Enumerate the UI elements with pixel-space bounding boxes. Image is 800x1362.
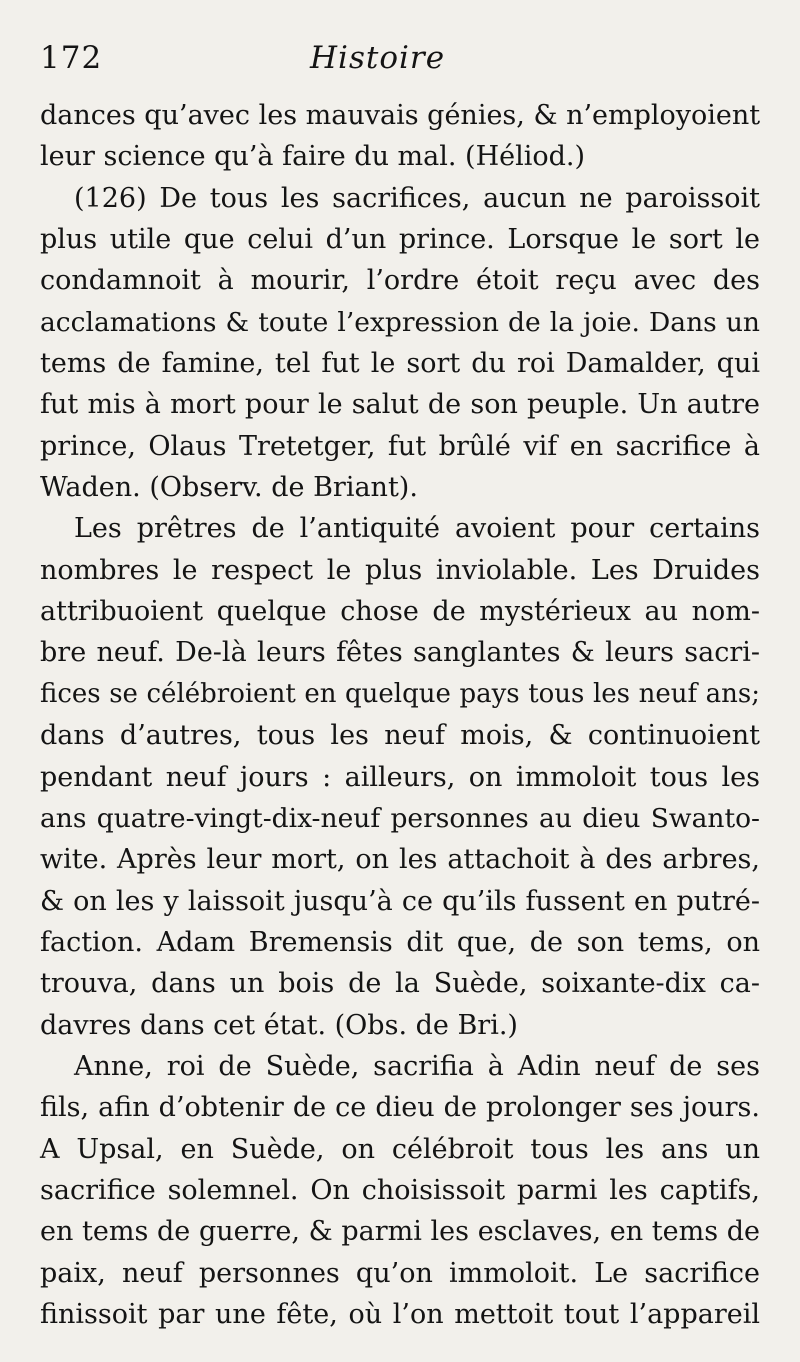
text-line: trouva, dans un bois de la Suède, soixante-dix ca- [40, 968, 760, 1000]
text-line: leur science qu’à faire du mal. (Héliod.) [40, 141, 586, 173]
text-line: tems de famine, tel fut le sort du roi Damalder, qui [40, 348, 760, 380]
text-line: fils, afin d’obtenir de ce dieu de prolonger ses jours. [40, 1092, 760, 1124]
text-line: paix, neuf personnes qu’on immoloit. Le sacrifice [40, 1257, 760, 1289]
text-line: fices se célébroient en quelque pays tous les neuf ans; [40, 678, 760, 709]
text-line: en tems de guerre, & parmi les esclaves, en tems de [40, 1216, 760, 1248]
text-line: A Upsal, en Suède, on célébroit tous les ans un [40, 1133, 760, 1165]
text-line: condamnoit à mourir, l’ordre étoit reçu avec des [40, 265, 760, 297]
text-line: prince, Olaus Tretetger, fut brûlé vif en sacrifice à [40, 430, 760, 462]
page-header [40, 40, 760, 92]
text-line: attribuoient quelque chose de mystérieux au nom- [40, 596, 760, 628]
text-line: plus utile que celui d’un prince. Lorsque le sort le [40, 224, 760, 256]
text-line: ans quatre-vingt-dix-neuf personnes au dieu Swanto- [40, 802, 760, 834]
text-line: Waden. (Observ. de Briant). [40, 472, 418, 504]
text-line: pendant neuf jours : ailleurs, on immoloit tous les [40, 761, 760, 793]
text-line: finissoit par une fête, où l’on mettoit tout l’appareil [40, 1298, 760, 1330]
text-line: sacrifice solemnel. On choisissoit parmi les captifs, [40, 1174, 760, 1206]
text-line: Anne, roi de Suède, sacrifia à Adin neuf de ses [74, 1050, 760, 1082]
text-line: bre neuf. De-là leurs fêtes sanglantes & leurs sacri- [40, 637, 760, 669]
text-line: acclamations & toute l’expression de la joie. Dans un [40, 306, 760, 338]
text-line: & on les y laissoit jusqu’à ce qu’ils fussent en putré- [40, 885, 760, 917]
text-line: wite. Après leur mort, on les attachoit à des arbres, [40, 844, 760, 876]
text-line: faction. Adam Bremensis dit que, de son tems, on [40, 926, 760, 958]
running-title: Histoire [310, 40, 446, 76]
text-line: dances qu’avec les mauvais génies, & n’employoient [40, 100, 761, 131]
page-number: 172 [40, 40, 103, 76]
text-line: fut mis à mort pour le salut de son peuple. Un autre [40, 389, 760, 421]
page-body-text [40, 95, 760, 1335]
text-line: nombres le respect le plus inviolable. Les Druides [40, 554, 760, 586]
text-line: Les prêtres de l’antiquité avoient pour certains [74, 513, 760, 545]
text-line: davres dans cet état. (Obs. de Bri.) [40, 1009, 518, 1041]
text-line: dans d’autres, tous les neuf mois, & continuoient [40, 720, 760, 752]
text-line: (126) De tous les sacrifices, aucun ne paroissoit [74, 182, 760, 214]
